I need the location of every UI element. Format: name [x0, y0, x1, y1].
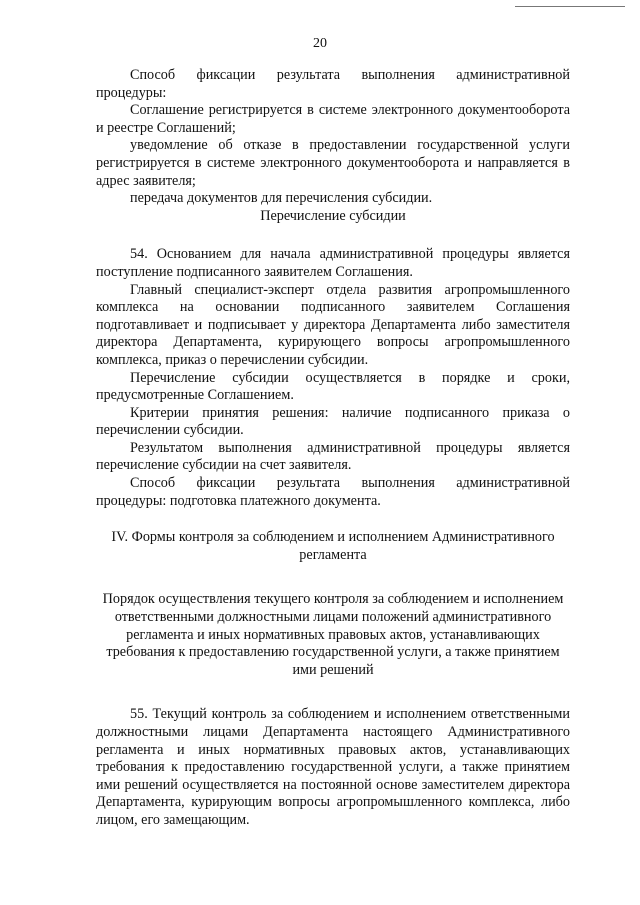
chapter-heading: IV. Формы контроля за соблюдением и исполнением Административного регламента: [111, 529, 555, 563]
paragraph: Соглашение регистрируется в системе электронного документооборота и реестре Соглашений;: [96, 102, 570, 136]
paragraph: Критерии принятия решения: наличие подписанного приказа о перечислении субсидии.: [96, 404, 570, 439]
paragraph: Способ фиксации результата выполнения административной процедуры: подготовка платежного документа.: [96, 475, 570, 509]
paragraph: передача документов для перечисления субсидии.: [130, 190, 433, 207]
header-rule: [515, 6, 625, 7]
paragraph: 54. Основанием для начала административной процедуры является поступление подписанного заявителем Соглашения.: [96, 246, 570, 280]
section-heading: Перечисление субсидии: [260, 207, 406, 224]
paragraph: Результатом выполнения административной процедуры является перечисление субсидии на счет заявителя.: [96, 439, 570, 474]
paragraph: Способ фиксации результата выполнения административной процедуры:: [96, 67, 570, 101]
paragraph: Перечисление субсидии осуществляется в порядке и сроки, предусмотренные Соглашением.: [96, 369, 570, 404]
document-body: [96, 67, 570, 830]
paragraph: уведомление об отказе в предоставлении государственной услуги регистрируется в системе электронного документооборота и направляется в адрес заявителя;: [96, 137, 570, 189]
page-number: 20: [313, 36, 327, 51]
paragraph: 55. Текущий контроль за соблюдением и исполнением ответственными должностными лицами Департамента настоящего Административного регламента и иных нормативных правовых актов, устанавливающих требования к предоставлению государственной услуги, а также принятием ими решений осуществляется на постоянной основе заместителем директора Департамента, курирующим вопросы агропромышленного комплекса, либо лицом, его замещающим.: [96, 706, 570, 828]
subsection-heading: Порядок осуществления текущего контроля за соблюдением и исполнением ответственными должностными лицами положений административного регламента и иных нормативных правовых актов, устанавливающих требования к предоставлению государственной услуги, а также принятием ими решений: [102, 591, 564, 678]
paragraph: Главный специалист-эксперт отдела развития агропромышленного комплекса на основании подписанного заявителем Соглашения подготавливает и подписывает у директора Департамента либо заместителя директора Департамента, курирующего вопросы агропромышленного комплекса, приказ о перечислении субсидии.: [96, 281, 570, 368]
